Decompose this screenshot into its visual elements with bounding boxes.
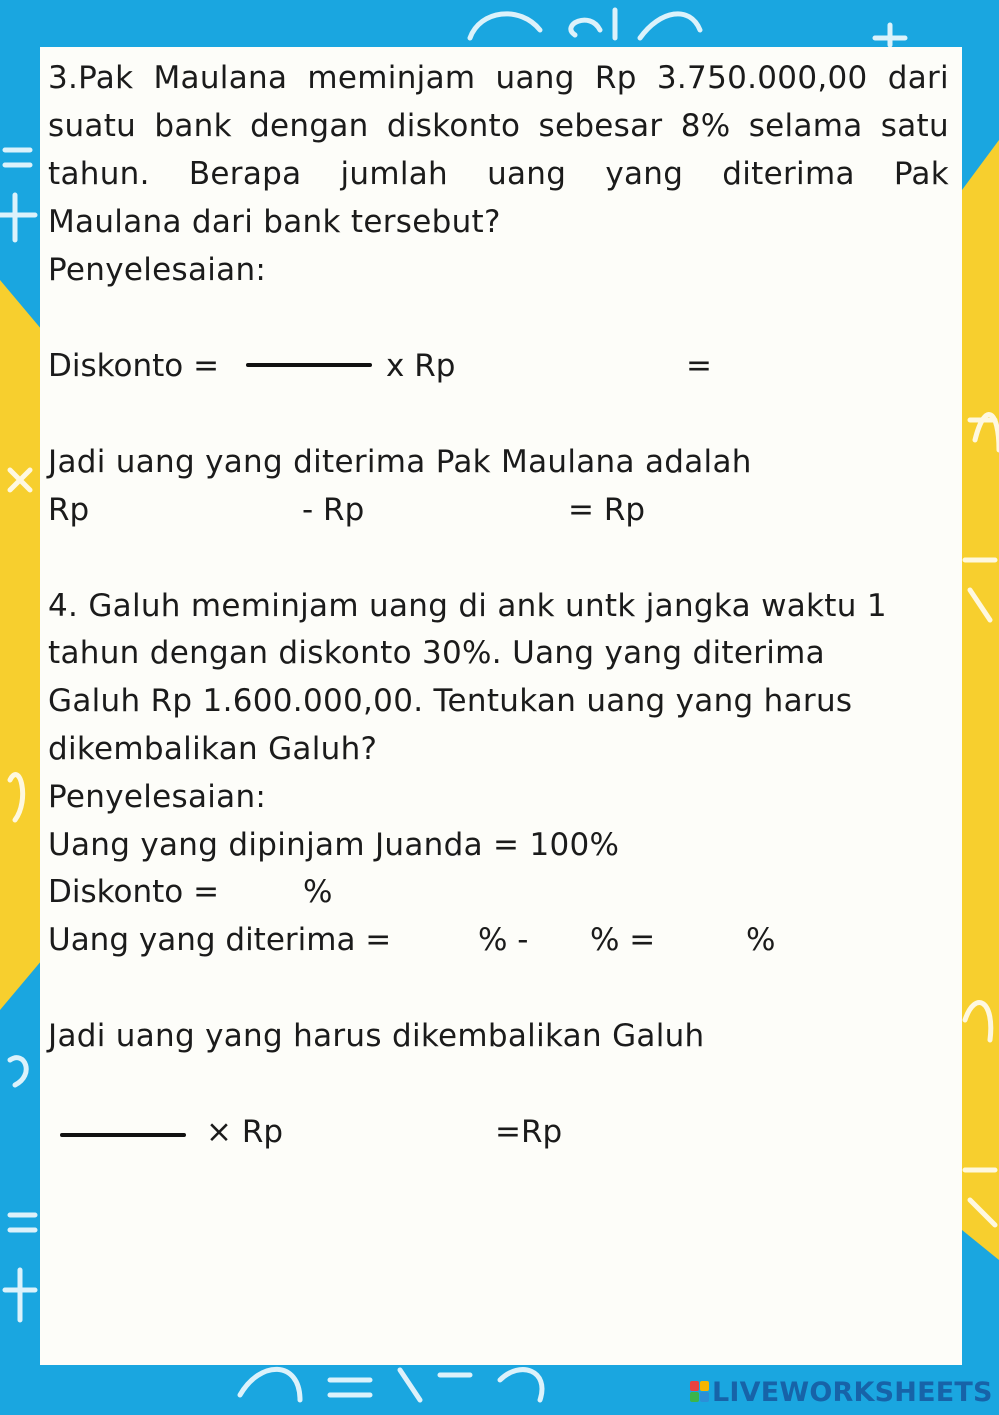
q4-text-line-2: tahun dengan diskonto 30%. Uang yang diterima — [48, 635, 825, 671]
q3-rp-1: Rp — [48, 492, 90, 528]
q4-fraction-bar[interactable] — [60, 1133, 186, 1137]
word: dengan — [250, 108, 369, 144]
word: yang — [605, 156, 684, 192]
liveworksheets-wordmark: LIVEWORKSHEETS — [712, 1376, 993, 1408]
word: tahun. — [48, 156, 150, 192]
q3-fraction-bar[interactable] — [246, 363, 372, 367]
q4-percent-end: % — [746, 922, 776, 958]
q4-text-line-1: 4. Galuh meminjam uang di ank untk jangka waktu 1 — [48, 588, 887, 624]
word: meminjam — [307, 60, 476, 96]
q3-discount-label: Diskonto = — [48, 348, 220, 384]
q4-equals-rp: =Rp — [495, 1114, 563, 1150]
word: dari — [887, 60, 949, 96]
word: Berapa — [188, 156, 302, 192]
word: 8% — [680, 108, 731, 144]
q4-conclusion: Jadi uang yang harus dikembalikan Galuh — [48, 1018, 705, 1054]
word: uang — [495, 60, 575, 96]
q3-text-line-4: Maulana dari bank tersebut? — [48, 204, 501, 240]
word: suatu — [48, 108, 137, 144]
q3-minus-rp: - Rp — [302, 492, 365, 528]
word: Maulana — [153, 60, 288, 96]
q4-percent-minus: % - — [478, 922, 529, 958]
q4-text-line-3: Galuh Rp 1.600.000,00. Tentukan uang yang harus — [48, 683, 853, 719]
word: selama — [748, 108, 863, 144]
q4-solution-label: Penyelesaian: — [48, 779, 267, 815]
q3-conclusion: Jadi uang yang diterima Pak Maulana adalah — [48, 444, 752, 480]
q3-times-rp: x Rp — [386, 348, 456, 384]
q3-equals-rp: = Rp — [568, 492, 646, 528]
q4-borrowed-line: Uang yang dipinjam Juanda = 100% — [48, 827, 620, 863]
q4-times-rp: × Rp — [206, 1114, 284, 1150]
word: diterima — [722, 156, 855, 192]
q3-solution-label: Penyelesaian: — [48, 252, 267, 288]
liveworksheets-icon — [690, 1381, 710, 1403]
word: 3.Pak — [48, 60, 134, 96]
word: Rp — [594, 60, 637, 96]
q3-text-line-3 — [48, 154, 949, 194]
word: bank — [154, 108, 232, 144]
word: uang — [487, 156, 567, 192]
word: 3.750.000,00 — [656, 60, 868, 96]
q4-text-line-4: dikembalikan Galuh? — [48, 731, 378, 767]
q3-equals: = — [686, 348, 712, 384]
q4-discount-label: Diskonto = — [48, 874, 220, 910]
q4-discount-percent: % — [303, 874, 333, 910]
word: satu — [880, 108, 949, 144]
word: Pak — [893, 156, 949, 192]
liveworksheets-logo — [690, 1375, 993, 1409]
word: sebesar — [538, 108, 663, 144]
q3-text-line-1 — [48, 58, 949, 98]
q4-percent-equals: % = — [590, 922, 656, 958]
word: jumlah — [340, 156, 448, 192]
word: diskonto — [386, 108, 521, 144]
q4-received-label: Uang yang diterima = — [48, 922, 392, 958]
q3-text-line-2 — [48, 106, 949, 146]
